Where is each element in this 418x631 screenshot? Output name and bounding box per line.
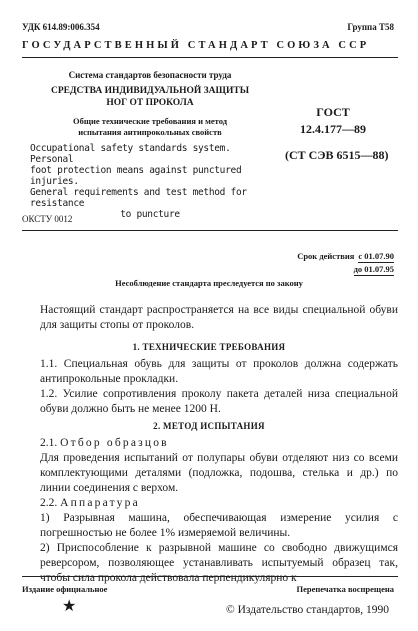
gost-designation xyxy=(300,104,366,138)
section-2-body xyxy=(22,436,398,586)
copyright: © Издательство стандартов, 1990 xyxy=(226,604,390,616)
state-standard-banner: ГОСУДАРСТВЕННЫЙ СТАНДАРТ СОЮЗА ССР xyxy=(22,40,370,51)
english-line: Occupational safety standards system. Personal xyxy=(30,143,231,165)
subsection-title: Отбор образцов xyxy=(60,437,169,449)
okstu-code: ОКСТУ 0012 xyxy=(22,214,73,224)
group-code: Группа Т58 xyxy=(347,22,394,32)
paragraph-2-2-2: 2) Приспособление к разрывной машине со свободно движущимся реверсором, позволяющее устанавливать испытуемый образец так, чтобы сила прокола действовала перпендикулярно к xyxy=(40,542,398,584)
english-line: foot protection means against punctured injuries. xyxy=(30,165,242,187)
cmea-designation: (СТ СЭВ 6515—88) xyxy=(285,148,389,162)
validity-period xyxy=(297,250,394,276)
subsection-2-1: 2.1. Отбор образцов xyxy=(40,437,169,449)
title-line: НОГ ОТ ПРОКОЛА xyxy=(106,98,194,108)
paragraph-2-2-1: 1) Разрывная машина, обеспечивающая измерение усилия с погрешностью не более 1% измеряемой величины. xyxy=(40,512,398,539)
footer-rule xyxy=(22,576,398,577)
gost-label: ГОСТ xyxy=(316,105,350,119)
section-1-heading: 1. ТЕХНИЧЕСКИЕ ТРЕБОВАНИЯ xyxy=(132,342,286,352)
subtitle-line: Общие технические требования и метод xyxy=(72,116,228,126)
paragraph-2-1: Для проведения испытаний от полупары обуви отделяют низ со всеми комплектующими деталями (подложка, подошва, стелька и др.) по линии соединения с верхом. xyxy=(40,452,398,494)
star-icon: ★ xyxy=(62,598,77,615)
english-line: to puncture xyxy=(120,209,180,220)
section-1-body xyxy=(22,357,398,417)
intro-paragraph: Настоящий стандарт распространяется на все виды специальной обуви для защиты стопы от проколов. xyxy=(40,304,398,331)
official-edition: Издание официальное xyxy=(22,584,108,594)
validity-label: Срок действия xyxy=(297,251,355,261)
system-title: Система стандартов безопасности труда xyxy=(68,70,232,80)
paragraph-1-2: 1.2. Усилие сопротивления проколу пакета деталей низа специальной обуви должно быть не менее 1200 Н. xyxy=(40,388,398,415)
english-line: General requirements and test method for resistance xyxy=(30,187,247,209)
reprint-notice: Перепечатка воспрещена xyxy=(296,584,394,594)
subtitle-line: испытания антипрокольных свойств xyxy=(78,127,222,137)
document-title xyxy=(40,85,260,109)
subsection-2-2: 2.2. Аппаратура xyxy=(40,497,140,509)
section-2-heading: 2. МЕТОД ИСПЫТАНИЯ xyxy=(153,421,265,431)
udc-code: УДК 614.89:006.354 xyxy=(22,22,100,32)
document-subtitle xyxy=(40,116,260,138)
title-line: СРЕДСТВА ИНДИВИДУАЛЬНОЙ ЗАЩИТЫ xyxy=(50,86,250,96)
title-rule xyxy=(22,230,398,231)
legal-notice: Несоблюдение стандарта преследуется по закону xyxy=(115,278,303,288)
paragraph-1-1: 1.1. Специальная обувь для защиты от проколов должна содержать антипрокольные прокладки. xyxy=(40,358,398,385)
validity-to: до 01.07.95 xyxy=(353,264,394,274)
english-title xyxy=(30,143,270,220)
gost-number: 12.4.177—89 xyxy=(300,122,366,136)
subsection-title: Аппаратура xyxy=(60,497,140,509)
header-rule xyxy=(22,57,398,58)
validity-from: с 01.07.90 xyxy=(358,251,394,261)
header-line xyxy=(22,22,394,32)
